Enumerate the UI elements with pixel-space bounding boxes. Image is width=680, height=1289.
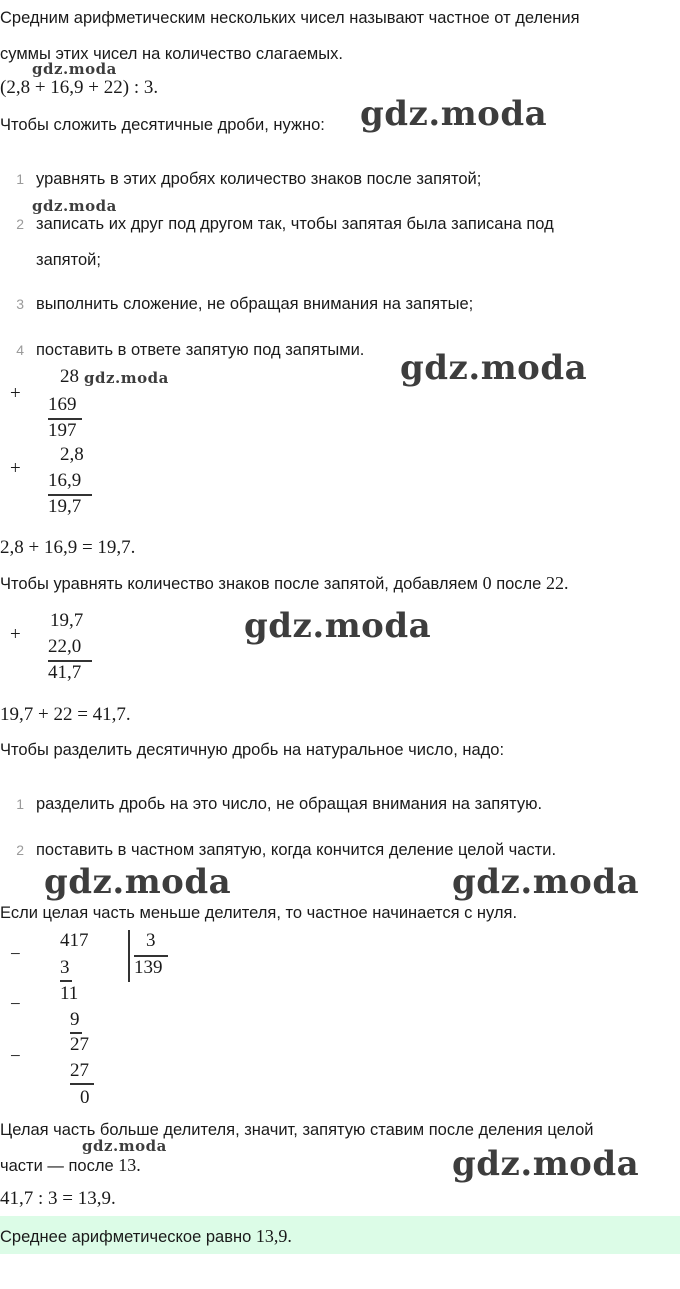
comma-note-line-1: Целая часть больше делителя, значит, запятую ставим после деления целой — [0, 1121, 594, 1139]
step-text: поставить в ответе запятую под запятыми. — [36, 341, 365, 359]
addend-b: 16,9 — [48, 470, 82, 491]
division-bar — [128, 930, 130, 982]
comma-note-line-2: части — после 13. — [0, 1155, 141, 1175]
addend-a: 19,7 — [50, 610, 84, 631]
step-number: 4 — [16, 342, 24, 358]
watermark: gdz.moda — [360, 94, 548, 134]
div-note: Если целая часть меньше делителя, то частное начинается с нуля. — [0, 904, 518, 922]
addend-b: 169 — [48, 394, 77, 415]
addend-a: 28 — [60, 366, 79, 387]
result-equation: 2,8 + 16,9 = 19,7. — [0, 537, 136, 558]
intro-line-2: суммы этих чисел на количество слагаемых. — [0, 45, 343, 63]
watermark: gdz.moda — [84, 369, 169, 387]
addend-a: 2,8 — [60, 444, 84, 465]
result-equation: 19,7 + 22 = 41,7. — [0, 704, 131, 725]
subtrahend-2: 9 — [70, 1009, 80, 1030]
average-expression: (2,8 + 16,9 + 22) : 3. — [0, 77, 159, 98]
sum-result: 197 — [48, 420, 77, 441]
step-text: уравнять в этих дробях количество знаков после запятой; — [36, 170, 482, 188]
addend-b: 22,0 — [48, 636, 82, 657]
subtrahend-1: 3 — [60, 957, 70, 978]
sum-result: 41,7 — [48, 662, 82, 683]
step-number: 2 — [16, 842, 24, 858]
step-text: разделить дробь на это число, не обращая внимания на запятую. — [36, 795, 543, 813]
step-number: 2 — [16, 216, 24, 232]
add-rule-title: Чтобы сложить десятичные дроби, нужно: — [0, 116, 325, 134]
plus-sign: + — [10, 458, 21, 479]
watermark: gdz.moda — [44, 862, 232, 902]
remainder-1: 11 — [60, 983, 79, 1004]
minus-sign: − — [10, 1046, 21, 1067]
step-text: записать их друг под другом так, чтобы запятая была записана под — [36, 215, 554, 233]
answer: Среднее арифметическое равно 13,9. — [0, 1226, 292, 1246]
div-rule-title: Чтобы разделить десятичную дробь на натуральное число, надо: — [0, 741, 505, 759]
sum-result: 19,7 — [48, 496, 82, 517]
equalize-note: Чтобы уравнять количество знаков после запятой, добавляем 0 после 22. — [0, 573, 569, 593]
watermark: gdz.moda — [32, 60, 117, 78]
plus-sign: + — [10, 383, 21, 404]
watermark: gdz.moda — [82, 1137, 167, 1155]
watermark: gdz.moda — [452, 1144, 640, 1184]
step-number: 1 — [16, 171, 24, 187]
quotient: 139 — [134, 957, 163, 978]
dividend: 417 — [60, 930, 89, 951]
watermark: gdz.moda — [452, 862, 640, 902]
step-text: поставить в частном запятую, когда кончится деление целой части. — [36, 841, 557, 859]
watermark: gdz.moda — [32, 197, 117, 215]
subtrahend-3: 27 — [70, 1060, 89, 1081]
result-equation: 41,7 : 3 = 13,9. — [0, 1188, 116, 1209]
sub-line-1 — [60, 980, 72, 982]
step-text-cont: запятой; — [36, 251, 101, 269]
plus-sign: + — [10, 624, 21, 645]
watermark: gdz.moda — [244, 606, 432, 646]
minus-sign: − — [10, 944, 21, 965]
intro-line-1: Средним арифметическим нескольких чисел называют частное от деления — [0, 9, 580, 27]
remainder-3: 0 — [80, 1087, 90, 1108]
step-number: 3 — [16, 296, 24, 312]
step-number: 1 — [16, 796, 24, 812]
watermark: gdz.moda — [400, 348, 588, 388]
sub-line-3 — [70, 1083, 94, 1085]
divisor: 3 — [146, 930, 156, 951]
remainder-2: 27 — [70, 1034, 89, 1055]
minus-sign: − — [10, 994, 21, 1015]
step-text: выполнить сложение, не обращая внимания на запятые; — [36, 295, 474, 313]
